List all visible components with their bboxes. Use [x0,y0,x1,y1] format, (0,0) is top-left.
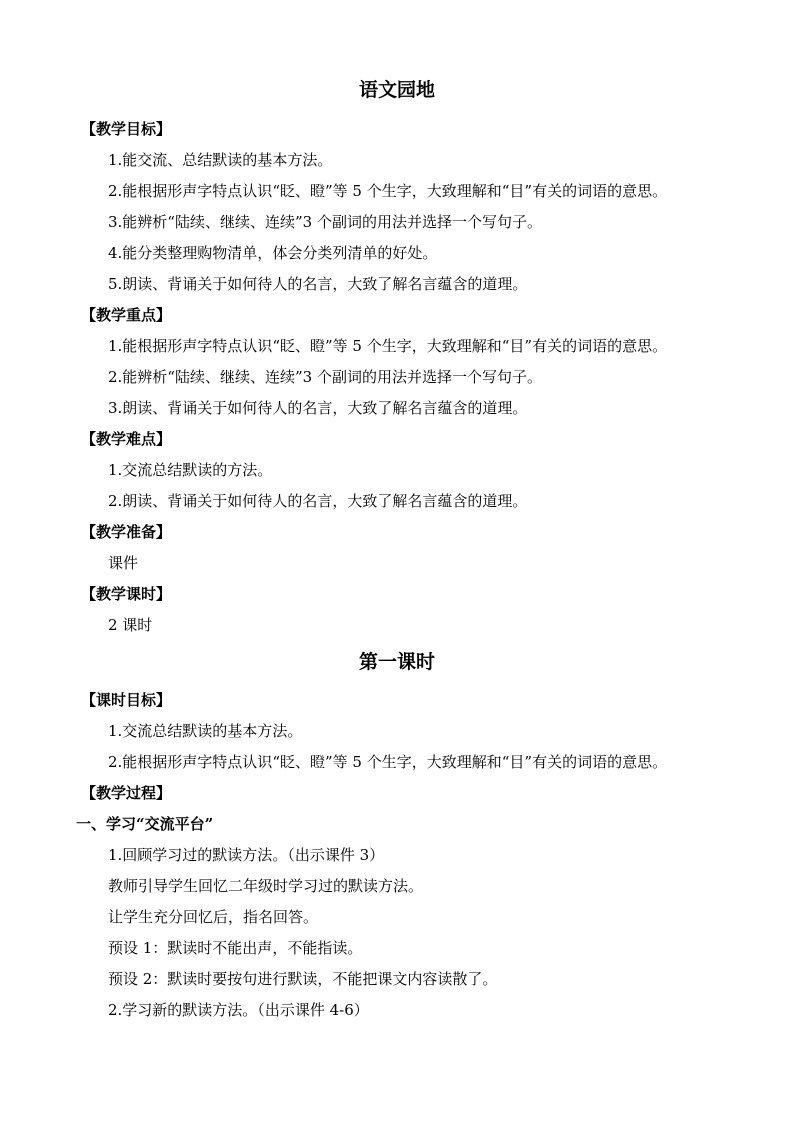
goal-item: 4.能分类整理购物清单，体会分类列清单的好处。 [108,244,438,262]
key-point-item: 3.朗读、背诵关于如何待人的名言，大致了解名言蕴含的道理。 [108,399,528,417]
process-heading: 【教学过程】 [81,784,172,802]
key-point-item: 2.能辨析“陆续、继续、连续”3 个副词的用法并选择一个写句子。 [108,368,542,386]
process-line: 让学生充分回忆后，指名回答。 [108,908,319,926]
process-line: 教师引导学生回忆二年级时学习过的默读方法。 [108,877,424,895]
preparation-heading: 【教学准备】 [81,523,172,541]
goal-item: 2.能根据形声字特点认识“眨、瞪”等 5 个生字，大致理解和“目”有关的词语的意思。 [108,182,668,200]
difficult-point-item: 1.交流总结默读的方法。 [108,461,273,479]
goal-item: 5.朗读、背诵关于如何待人的名言，大致了解名言蕴含的道理。 [108,275,528,293]
goal-item: 3.能辨析“陆续、继续、连续”3 个副词的用法并选择一个写句子。 [108,213,542,231]
process-line: 2.学习新的默读方法。（出示课件 4-6） [108,1001,369,1019]
process-line: 预设 1：默读时不能出声，不能指读。 [108,939,363,957]
goal-item: 1.能交流、总结默读的基本方法。 [108,151,333,169]
section1-heading: 一、学习“交流平台” [76,815,214,833]
difficult-point-item: 2.朗读、背诵关于如何待人的名言，大致了解名言蕴含的道理。 [108,492,528,510]
goals-heading: 【教学目标】 [81,120,172,138]
lesson1-title: 第一课时 [358,651,435,673]
difficult-points-heading: 【教学难点】 [81,430,172,448]
key-point-item: 1.能根据形声字特点认识“眨、瞪”等 5 个生字，大致理解和“目”有关的词语的意思。 [108,337,668,355]
lesson1-goal-item: 2.能根据形声字特点认识“眨、瞪”等 5 个生字，大致理解和“目”有关的词语的意思。 [108,753,668,771]
process-line: 预设 2：默读时要按句进行默读，不能把课文内容读散了。 [108,970,498,988]
process-line: 1.回顾学习过的默读方法。（出示课件 3） [108,846,385,864]
key-points-heading: 【教学重点】 [81,306,172,324]
lesson1-goal-item: 1.交流总结默读的基本方法。 [108,722,303,740]
hours-text: 2 课时 [108,616,153,634]
document-title: 语文园地 [358,79,435,101]
lesson1-goals-heading: 【课时目标】 [81,691,172,709]
preparation-text: 课件 [108,554,139,572]
hours-heading: 【教学课时】 [81,585,172,603]
